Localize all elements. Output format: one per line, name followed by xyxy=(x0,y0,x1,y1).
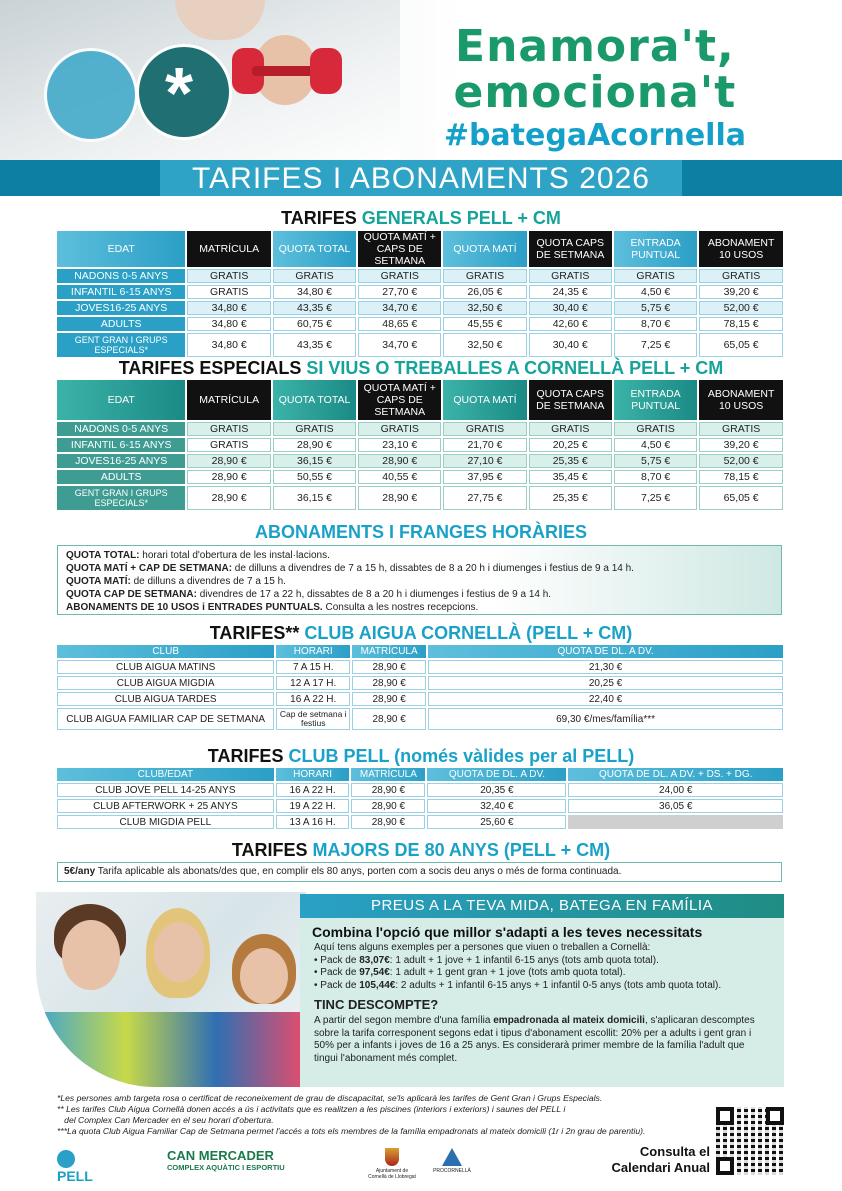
franges-title: ABONAMENTS I FRANGES HORÀRIES xyxy=(254,522,587,542)
price-cell: 4,50 € xyxy=(614,438,697,452)
column-header: HORARI xyxy=(276,645,350,658)
price-cell: 65,05 € xyxy=(699,333,783,357)
club-name-cell: CLUB AFTERWORK + 25 ANYS xyxy=(57,799,274,813)
price-cell: 34,80 € xyxy=(187,333,271,357)
pack-prefix: • Pack de xyxy=(314,979,360,991)
column-header: ENTRADA PUNTUAL xyxy=(614,380,697,420)
column-header: MATRÍCULA xyxy=(187,380,271,420)
hashtag: #bategaAcornella xyxy=(443,118,746,154)
price-cell: GRATIS xyxy=(443,422,526,436)
column-header: HORARI xyxy=(276,768,350,781)
slogan-line-1: Enamora't, xyxy=(455,21,735,72)
column-header: QUOTA CAPS DE SETMANA xyxy=(529,380,612,420)
price-cell: 27,70 € xyxy=(358,285,441,299)
club-value-cell: Cap de setmana i festius xyxy=(276,708,350,730)
table-row xyxy=(57,333,783,357)
club-value-cell: 13 A 16 H. xyxy=(276,815,350,829)
column-header: ABONAMENT 10 USOS xyxy=(699,380,783,420)
age-cell: JOVES16-25 ANYS xyxy=(57,301,185,315)
age-cell: INFANTIL 6-15 ANYS xyxy=(57,285,185,299)
discount-title: TINC DESCOMPTE? xyxy=(314,997,439,1012)
price-cell: 37,95 € xyxy=(443,470,526,484)
price-cell: GRATIS xyxy=(187,438,271,452)
pell-logo: PELL xyxy=(57,1150,93,1184)
club-value-cell: 28,90 € xyxy=(351,799,425,813)
club-name-cell: CLUB JOVE PELL 14-25 ANYS xyxy=(57,783,274,797)
franges-box xyxy=(57,545,782,615)
price-cell: 45,55 € xyxy=(443,317,526,331)
price-cell: GRATIS xyxy=(187,422,271,436)
clubpell-title: TARIFES CLUB PELL (només vàlides per al PELL) xyxy=(207,746,635,766)
majors-box xyxy=(57,862,782,882)
column-header: CLUB xyxy=(57,645,274,658)
franges-text: de dilluns a divendres de 7 a 15 h, dissabtes de 8 a 20 h i diumenges i festius de 9 a 14 h. xyxy=(232,563,634,574)
franges-label: ABONAMENTS DE 10 USOS i ENTRADES PUNTUALS. xyxy=(66,602,323,613)
price-cell: 32,50 € xyxy=(443,333,526,357)
club-value-cell: 16 A 22 H. xyxy=(276,692,350,706)
column-header: EDAT xyxy=(57,380,185,420)
family-photo xyxy=(36,892,306,1087)
price-cell: 25,35 € xyxy=(529,486,612,510)
table-row xyxy=(57,783,783,797)
majors-price: 5€/any xyxy=(64,866,96,877)
footnote: del Complex Can Mercader en el seu horari d'obertura. xyxy=(57,1115,274,1125)
club-value-cell: 28,90 € xyxy=(351,815,425,829)
family-intro: Aquí tens alguns exemples per a persones que viuen o treballen a Cornellà: xyxy=(314,942,651,953)
franges-label: QUOTA TOTAL: xyxy=(66,550,140,561)
price-cell: 34,80 € xyxy=(187,301,271,315)
table-row xyxy=(57,486,783,510)
can-mercader-logo: CAN MERCADER COMPLEX AQUÀTIC I ESPORTIU xyxy=(167,1148,285,1172)
especials-table xyxy=(55,378,785,512)
franges-text: Consulta a les nostres recepcions. xyxy=(322,602,479,613)
age-cell: INFANTIL 6-15 ANYS xyxy=(57,438,185,452)
age-cell: ADULTS xyxy=(57,317,185,331)
club-value-cell xyxy=(568,815,783,829)
column-header: MATRÍCULA xyxy=(352,645,426,658)
franges-text: horari total d'obertura de les instal·lacions. xyxy=(139,550,330,561)
qr-code[interactable] xyxy=(716,1107,784,1175)
pack-desc: : 2 adults + 1 infantil 6-15 anys + 1 infantil 0-5 anys (tots amb quota total). xyxy=(395,979,722,991)
price-cell: GRATIS xyxy=(529,422,612,436)
family-panel xyxy=(300,894,784,1087)
slogan xyxy=(443,21,746,154)
price-cell: GRATIS xyxy=(529,269,612,283)
column-header: QUOTA CAPS DE SETMANA xyxy=(529,231,612,267)
price-cell: 28,90 € xyxy=(187,454,271,468)
franges-line xyxy=(66,562,773,575)
discount-text: A partir del segon membre d'una família empadronada al mateix domicili, s'aplicaran descomptes sobre la tarifa corresponent segons edat i tipus d'abonament escollit: 20% per a adults i gent gran i 50% per a infants i joves de 16 a 25 anys. Es considerarà primer membre de la família l'adult que tingui l'abonament més complet. xyxy=(314,1015,755,1064)
column-header: QUOTA DE DL. A DV. xyxy=(428,645,783,658)
column-header: QUOTA TOTAL xyxy=(273,231,356,267)
franges-line xyxy=(66,588,773,601)
franges-label: QUOTA CAP DE SETMANA: xyxy=(66,589,197,600)
price-cell: 43,35 € xyxy=(273,333,356,357)
majors-title: TARIFES MAJORS DE 80 ANYS (PELL + CM) xyxy=(231,840,611,860)
club-value-cell: 21,30 € xyxy=(428,660,783,674)
club-value-cell: 25,60 € xyxy=(427,815,566,829)
column-header: QUOTA DE DL. A DV. xyxy=(427,768,566,781)
age-cell: ADULTS xyxy=(57,470,185,484)
age-cell: NADONS 0-5 ANYS xyxy=(57,422,185,436)
price-cell: GRATIS xyxy=(614,422,697,436)
club-value-cell: 36,05 € xyxy=(568,799,783,813)
club-value-cell: 16 A 22 H. xyxy=(276,783,350,797)
table-row xyxy=(57,422,783,436)
pack-item xyxy=(314,967,770,980)
slogan-line-2: emociona't xyxy=(453,67,737,119)
price-cell: 34,80 € xyxy=(187,317,271,331)
price-cell: 40,55 € xyxy=(358,470,441,484)
price-cell: GRATIS xyxy=(699,269,783,283)
column-header: ABONAMENT 10 USOS xyxy=(699,231,783,267)
header-row xyxy=(57,380,783,420)
price-cell: 30,40 € xyxy=(529,301,612,315)
price-cell: 42,60 € xyxy=(529,317,612,331)
column-header: QUOTA DE DL. A DV. + DS. + DG. xyxy=(568,768,783,781)
table-row xyxy=(57,676,783,690)
column-header: QUOTA MATÍ xyxy=(443,380,526,420)
table-row xyxy=(57,454,783,468)
pack-prefix: • Pack de xyxy=(314,954,360,966)
table-row xyxy=(57,660,783,674)
price-cell: 8,70 € xyxy=(614,470,697,484)
pack-price: 105,44€ xyxy=(359,979,396,991)
pool-bubble-image xyxy=(44,48,138,142)
franges-line xyxy=(66,575,773,588)
price-cell: 23,10 € xyxy=(358,438,441,452)
club-name-cell: CLUB AIGUA MATINS xyxy=(57,660,274,674)
table-row xyxy=(57,317,783,331)
table-row xyxy=(57,470,783,484)
price-cell: 39,20 € xyxy=(699,438,783,452)
price-cell: GRATIS xyxy=(273,269,356,283)
price-cell: GRATIS xyxy=(358,269,441,283)
procornella-logo: PROCORNELLÀ xyxy=(427,1148,477,1174)
family-banner: PREUS A LA TEVA MIDA, BATEGA EN FAMÍLIA xyxy=(300,894,784,918)
franges-text: divendres de 17 a 22 h, dissabtes de 8 a 20 h i diumenges i festius de 9 a 14 h. xyxy=(196,589,552,600)
club-value-cell: 69,30 €/mes/família*** xyxy=(428,708,783,730)
price-cell: 20,25 € xyxy=(529,438,612,452)
price-cell: GRATIS xyxy=(699,422,783,436)
asterisk-bubble-image: * xyxy=(136,44,232,140)
price-cell: 27,10 € xyxy=(443,454,526,468)
club-value-cell: 7 A 15 H. xyxy=(276,660,350,674)
club-value-cell: 28,90 € xyxy=(352,660,426,674)
footnotes xyxy=(57,1093,717,1137)
franges-line xyxy=(66,549,773,562)
footnote: ***La quota Club Aigua Familiar Cap de Setmana permet l'accés a tots els membres de la família empadronats al mateix domicili (1r i 2n grau de parentiu). xyxy=(57,1126,646,1136)
pack-prefix: • Pack de xyxy=(314,967,360,978)
pack-desc: : 1 adult + 1 gent gran + 1 jove (tots amb quota total). xyxy=(389,967,626,978)
especials-title: TARIFES ESPECIALS SI VIUS O TREBALLES A CORNELLÀ PELL + CM xyxy=(118,358,724,378)
pack-item xyxy=(314,955,770,968)
column-header: QUOTA MATÍ + CAPS DE SETMANA xyxy=(358,380,441,420)
footnote: *Les persones amb targeta rosa o certificat de reconeixement de grau de discapacitat, se'ls aplicarà les tarifes de Gent Gran i Grups Especials. xyxy=(57,1093,603,1103)
ajuntament-logo: Ajuntament de Cornellà de Llobregat xyxy=(367,1148,417,1180)
price-cell: 52,00 € xyxy=(699,301,783,315)
clubpell-table xyxy=(55,766,785,831)
table-row xyxy=(57,301,783,315)
table-row xyxy=(57,269,783,283)
generals-table xyxy=(55,229,785,359)
price-cell: GRATIS xyxy=(358,422,441,436)
table-row xyxy=(57,285,783,299)
club-value-cell: 32,40 € xyxy=(427,799,566,813)
franges-label: QUOTA MATÍ + CAP DE SETMANA: xyxy=(66,563,233,574)
price-cell: 5,75 € xyxy=(614,454,697,468)
price-cell: 27,75 € xyxy=(443,486,526,510)
price-cell: 5,75 € xyxy=(614,301,697,315)
price-cell: 28,90 € xyxy=(273,438,356,452)
price-cell: 50,55 € xyxy=(273,470,356,484)
header-row xyxy=(57,231,783,267)
price-cell: GRATIS xyxy=(187,285,271,299)
page-title: TARIFES I ABONAMENTS 2026 xyxy=(192,162,650,195)
price-cell: 7,25 € xyxy=(614,486,697,510)
price-cell: 65,05 € xyxy=(699,486,783,510)
price-cell: 78,15 € xyxy=(699,470,783,484)
price-cell: 34,70 € xyxy=(358,333,441,357)
column-header: MATRÍCULA xyxy=(351,768,425,781)
title-band xyxy=(0,160,842,196)
club-name-cell: CLUB MIGDIA PELL xyxy=(57,815,274,829)
column-header: QUOTA MATÍ xyxy=(443,231,526,267)
footnote: ** Les tarifes Club Aigua Cornellà donen accés a ús i activitats que es realitzen a les piscines (interiors i exteriors) i saunes del PELL i xyxy=(57,1104,566,1114)
club-name-cell: CLUB AIGUA MIGDIA xyxy=(57,676,274,690)
price-cell: 30,40 € xyxy=(529,333,612,357)
price-cell: 36,15 € xyxy=(273,486,356,510)
column-header: CLUB/EDAT xyxy=(57,768,274,781)
club-name-cell: CLUB AIGUA TARDES xyxy=(57,692,274,706)
hero-banner xyxy=(0,0,842,165)
club-value-cell: 12 A 17 H. xyxy=(276,676,350,690)
club-name-cell: CLUB AIGUA FAMILIAR CAP DE SETMANA xyxy=(57,708,274,730)
price-cell: GRATIS xyxy=(187,269,271,283)
age-cell: JOVES16-25 ANYS xyxy=(57,454,185,468)
price-cell: GRATIS xyxy=(443,269,526,283)
club-value-cell: 22,40 € xyxy=(428,692,783,706)
table-row xyxy=(57,799,783,813)
price-cell: 25,35 € xyxy=(529,454,612,468)
column-header: MATRÍCULA xyxy=(187,231,271,267)
price-cell: 4,50 € xyxy=(614,285,697,299)
pack-price: 97,54€ xyxy=(359,967,390,978)
price-cell: 36,15 € xyxy=(273,454,356,468)
table-row xyxy=(57,815,783,829)
table-row xyxy=(57,438,783,452)
club-value-cell: 24,00 € xyxy=(568,783,783,797)
price-cell: 28,90 € xyxy=(358,486,441,510)
aigua-table xyxy=(55,643,785,732)
price-cell: 21,70 € xyxy=(443,438,526,452)
table-row xyxy=(57,692,783,706)
club-value-cell: 28,90 € xyxy=(352,708,426,730)
price-cell: 28,90 € xyxy=(187,486,271,510)
franges-line xyxy=(66,601,773,614)
generals-title: TARIFES GENERALS PELL + CM xyxy=(281,208,561,228)
price-cell: 78,15 € xyxy=(699,317,783,331)
pack-price: 83,07€ xyxy=(359,954,390,966)
club-value-cell: 28,90 € xyxy=(352,676,426,690)
age-cell: GENT GRAN I GRUPS ESPECIALS* xyxy=(57,486,185,510)
column-header: EDAT xyxy=(57,231,185,267)
header-row xyxy=(57,645,783,658)
header-row xyxy=(57,768,783,781)
price-cell: 8,70 € xyxy=(614,317,697,331)
family-heading: Combina l'opció que millor s'adapti a les teves necessitats xyxy=(312,924,703,940)
table-row xyxy=(57,708,783,730)
club-value-cell: 20,35 € xyxy=(427,783,566,797)
franges-text: de dilluns a divendres de 7 a 15 h. xyxy=(130,576,286,587)
club-value-cell: 19 A 22 H. xyxy=(276,799,350,813)
majors-text: Tarifa aplicable als abonats/des que, en complir els 80 anys, porten com a socis deu anys o més de forma continuada. xyxy=(95,866,622,877)
price-cell: 39,20 € xyxy=(699,285,783,299)
column-header: ENTRADA PUNTUAL xyxy=(614,231,697,267)
age-cell: NADONS 0-5 ANYS xyxy=(57,269,185,283)
price-cell: 48,65 € xyxy=(358,317,441,331)
price-cell: 26,05 € xyxy=(443,285,526,299)
column-header: QUOTA TOTAL xyxy=(273,380,356,420)
consulta-calendari: Consulta el Calendari Anual xyxy=(611,1144,710,1175)
price-cell: 24,35 € xyxy=(529,285,612,299)
price-cell: 28,90 € xyxy=(187,470,271,484)
price-cell: 43,35 € xyxy=(273,301,356,315)
column-header: QUOTA MATÍ + CAPS DE SETMANA xyxy=(358,231,441,267)
price-cell: 32,50 € xyxy=(443,301,526,315)
price-cell: GRATIS xyxy=(273,422,356,436)
dumbbell-image xyxy=(232,48,342,94)
age-cell: GENT GRAN I GRUPS ESPECIALS* xyxy=(57,333,185,357)
pack-desc: : 1 adult + 1 jove + 1 infantil 6-15 anys (tots amb quota total). xyxy=(389,954,659,966)
price-cell: 35,45 € xyxy=(529,470,612,484)
price-cell: GRATIS xyxy=(614,269,697,283)
price-cell: 60,75 € xyxy=(273,317,356,331)
club-value-cell: 20,25 € xyxy=(428,676,783,690)
price-cell: 7,25 € xyxy=(614,333,697,357)
price-cell: 34,70 € xyxy=(358,301,441,315)
price-cell: 52,00 € xyxy=(699,454,783,468)
pack-item xyxy=(314,980,770,993)
franges-label: QUOTA MATÍ: xyxy=(66,576,131,587)
club-value-cell: 28,90 € xyxy=(352,692,426,706)
price-cell: 34,80 € xyxy=(273,285,356,299)
aigua-title: TARIFES** CLUB AIGUA CORNELLÀ (PELL + CM) xyxy=(209,623,633,643)
club-value-cell: 28,90 € xyxy=(351,783,425,797)
price-cell: 28,90 € xyxy=(358,454,441,468)
family-packs xyxy=(300,955,784,993)
